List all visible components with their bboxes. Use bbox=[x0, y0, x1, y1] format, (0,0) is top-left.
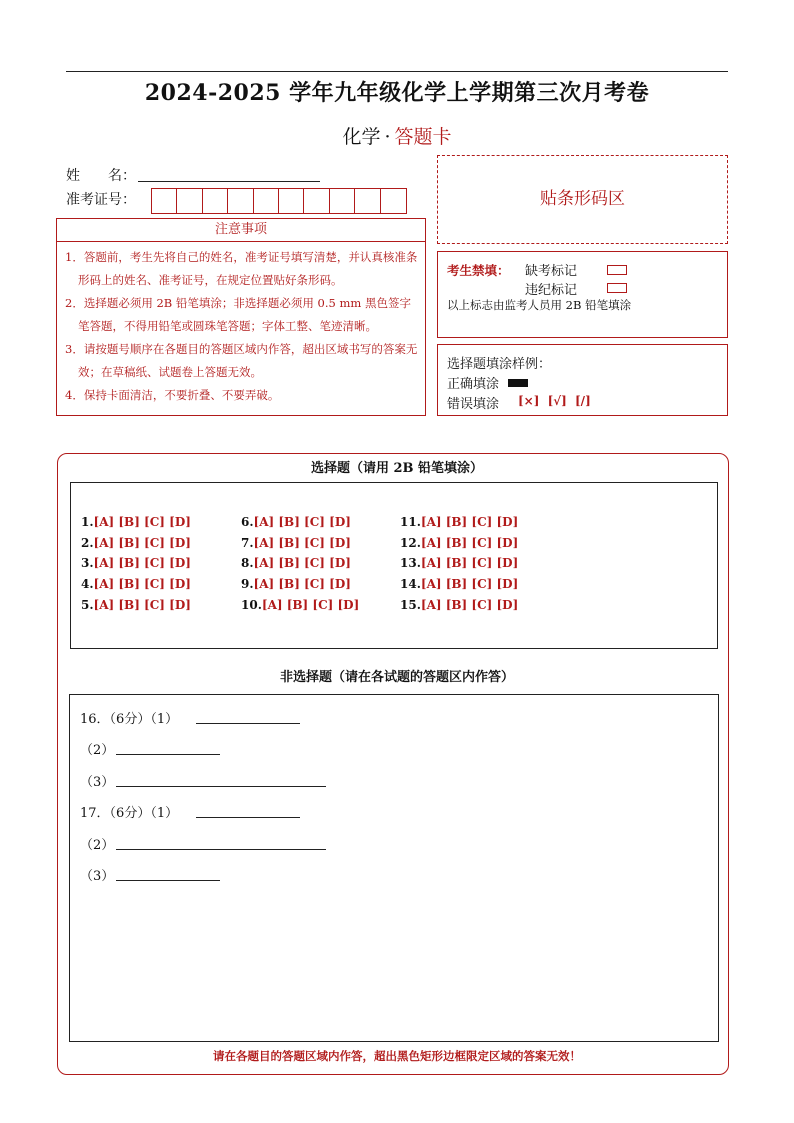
q16-part2-label: （2） bbox=[80, 743, 115, 758]
q17-part3-answer-line[interactable] bbox=[116, 880, 220, 881]
id-digit-box[interactable] bbox=[152, 189, 177, 213]
id-digit-box[interactable] bbox=[355, 189, 380, 213]
q16-part1-label: 16．（6分）（1） bbox=[80, 712, 179, 727]
free-response-box[interactable] bbox=[69, 694, 719, 1042]
page-title: 2024-2025 学年九年级化学上学期第三次月考卷 bbox=[144, 80, 650, 106]
question-8[interactable]: 8.[A] [B] [C] [D] bbox=[241, 556, 351, 570]
choice-heading: 选择题（请用 2B 铅笔填涂） bbox=[310, 461, 484, 476]
subtitle-separator: · bbox=[384, 126, 391, 148]
question-1[interactable]: 1.[A] [B] [C] [D] bbox=[81, 515, 191, 529]
q16-part3-label: （3） bbox=[80, 775, 115, 790]
options[interactable]: [A] [B] [C] [D] bbox=[420, 598, 519, 612]
options[interactable]: [A] [B] [C] [D] bbox=[420, 556, 519, 570]
forbidden-label: 考生禁填： bbox=[447, 263, 510, 278]
subject-label: 化学 bbox=[342, 126, 381, 148]
id-digit-box[interactable] bbox=[203, 189, 228, 213]
options[interactable]: [A] [B] [C] [D] bbox=[93, 577, 191, 591]
id-digit-box[interactable] bbox=[279, 189, 304, 213]
choice-box bbox=[70, 482, 718, 649]
notes-heading: 注意事项 bbox=[56, 218, 426, 242]
free-response-heading: 非选择题（请在各试题的答题区内作答） bbox=[279, 670, 514, 685]
options[interactable]: [A] [B] [C] [D] bbox=[253, 556, 351, 570]
forbidden-panel bbox=[437, 251, 728, 338]
question-10[interactable]: 10.[A] [B] [C] [D] bbox=[241, 598, 360, 612]
absent-mark-box[interactable] bbox=[607, 265, 627, 275]
question-13[interactable]: 13.[A] [B] [C] [D] bbox=[400, 556, 519, 570]
question-11[interactable]: 11.[A] [B] [C] [D] bbox=[400, 515, 519, 529]
wrong-fill-marks: [×] [√] [/] bbox=[518, 394, 591, 408]
footer-warning: 请在各题目的答题区域内作答，超出黑色矩形边框限定区域的答案无效！ bbox=[213, 1049, 581, 1063]
question-3[interactable]: 3.[A] [B] [C] [D] bbox=[81, 556, 191, 570]
question-4[interactable]: 4.[A] [B] [C] [D] bbox=[81, 577, 191, 591]
q17-part2-answer-line[interactable] bbox=[116, 849, 326, 850]
id-number-boxes[interactable] bbox=[151, 188, 407, 214]
question-15[interactable]: 15.[A] [B] [C] [D] bbox=[400, 598, 519, 612]
page-subtitle bbox=[0, 122, 794, 149]
note-item-2: 2．选择题必须用 2B 铅笔填涂；非选择题必须用 0.5 mm 黑色签字笔答题，不得用铅笔或圆珠笔答题；字体工整、笔迹清晰。 bbox=[65, 296, 411, 333]
absent-mark-label: 缺考标记 bbox=[525, 264, 578, 279]
options[interactable]: [A] [B] [C] [D] bbox=[253, 536, 351, 550]
question-9[interactable]: 9.[A] [B] [C] [D] bbox=[241, 577, 351, 591]
question-12[interactable]: 12.[A] [B] [C] [D] bbox=[400, 536, 519, 550]
violation-mark-box[interactable] bbox=[607, 283, 627, 293]
options[interactable]: [A] [B] [C] [D] bbox=[420, 536, 519, 550]
id-digit-box[interactable] bbox=[228, 189, 253, 213]
name-input-line[interactable] bbox=[138, 181, 320, 182]
id-digit-box[interactable] bbox=[330, 189, 355, 213]
wrong-fill-label: 错误填涂 bbox=[447, 397, 500, 412]
options[interactable]: [A] [B] [C] [D] bbox=[253, 515, 351, 529]
id-label: 准考证号： bbox=[66, 192, 136, 208]
notes-panel bbox=[56, 242, 426, 416]
fill-sample-title: 选择题填涂样例： bbox=[447, 357, 552, 372]
q17-part1-label: 17．（6分）（1） bbox=[80, 806, 179, 821]
options[interactable]: [A] [B] [C] [D] bbox=[261, 598, 360, 612]
options[interactable]: [A] [B] [C] [D] bbox=[93, 515, 191, 529]
id-digit-box[interactable] bbox=[304, 189, 329, 213]
q17-part2-label: （2） bbox=[80, 838, 115, 853]
id-digit-box[interactable] bbox=[381, 189, 406, 213]
id-digit-box[interactable] bbox=[177, 189, 202, 213]
q16-part3-answer-line[interactable] bbox=[116, 786, 326, 787]
q17-part3-label: （3） bbox=[80, 869, 115, 884]
options[interactable]: [A] [B] [C] [D] bbox=[253, 577, 351, 591]
options[interactable]: [A] [B] [C] [D] bbox=[93, 536, 191, 550]
card-label: 答题卡 bbox=[394, 126, 452, 148]
question-6[interactable]: 6.[A] [B] [C] [D] bbox=[241, 515, 351, 529]
q17-part1-answer-line[interactable] bbox=[196, 817, 300, 818]
question-2[interactable]: 2.[A] [B] [C] [D] bbox=[81, 536, 191, 550]
note-item-1: 1．答题前，考生先将自己的姓名，准考证号填写清楚，并认真核准条形码上的姓名、准考证号，在规定位置贴好条形码。 bbox=[65, 250, 418, 287]
question-14[interactable]: 14.[A] [B] [C] [D] bbox=[400, 577, 519, 591]
options[interactable]: [A] [B] [C] [D] bbox=[420, 515, 519, 529]
correct-fill-swatch bbox=[508, 379, 528, 387]
barcode-area: 贴条形码区 bbox=[437, 155, 728, 244]
question-5[interactable]: 5.[A] [B] [C] [D] bbox=[81, 598, 191, 612]
correct-fill-label: 正确填涂 bbox=[447, 377, 500, 392]
q16-part1-answer-line[interactable] bbox=[196, 723, 300, 724]
q16-part2-answer-line[interactable] bbox=[116, 754, 220, 755]
note-item-4: 4．保持卡面清洁，不要折叠、不要弄破。 bbox=[65, 388, 280, 402]
note-item-3: 3．请按题号顺序在各题目的答题区域内作答，超出区域书写的答案无效；在草稿纸、试题卷上答题无效。 bbox=[65, 342, 418, 379]
forbidden-note: 以上标志由监考人员用 2B 铅笔填涂 bbox=[447, 298, 632, 312]
question-7[interactable]: 7.[A] [B] [C] [D] bbox=[241, 536, 351, 550]
fill-sample-panel bbox=[437, 344, 728, 416]
options[interactable]: [A] [B] [C] [D] bbox=[420, 577, 519, 591]
id-digit-box[interactable] bbox=[254, 189, 279, 213]
options[interactable]: [A] [B] [C] [D] bbox=[93, 556, 191, 570]
top-rule bbox=[66, 71, 728, 72]
options[interactable]: [A] [B] [C] [D] bbox=[93, 598, 191, 612]
name-label: 姓 名： bbox=[66, 168, 136, 184]
violation-mark-label: 违纪标记 bbox=[525, 283, 578, 298]
